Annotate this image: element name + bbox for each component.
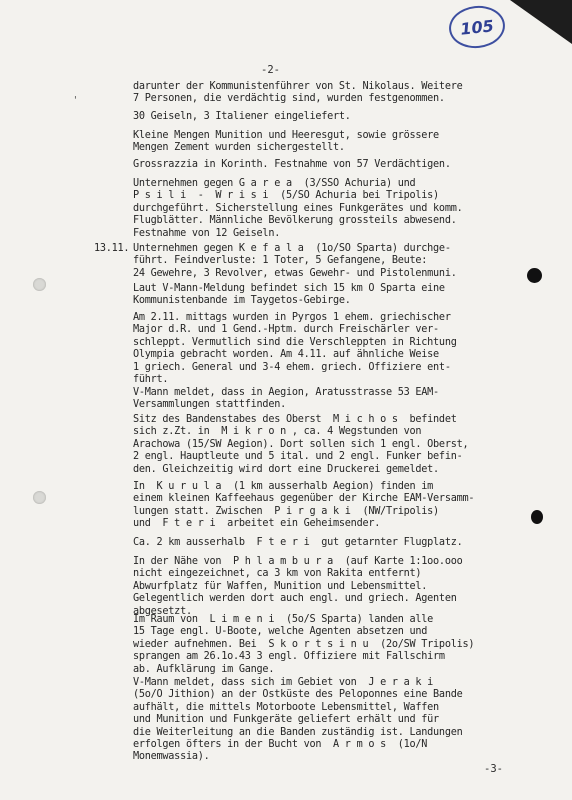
page-number-bottom: -3-	[484, 763, 503, 775]
dark-corner	[510, 0, 572, 44]
punch-hole-bottom	[33, 491, 46, 504]
paragraph: In K u r u l a (1 km ausserhalb Aegion) finden im einem kleinen Kaffeehaus gegenüber der Kirche EAM-Versamm- lungen statt. Zwischen P i r g a k i (NW/Tripolis) und F t e r i arbeitet ein Geheimsender.	[133, 481, 475, 530]
paragraph: Ca. 2 km ausserhalb F t e r i gut getarnter Flugplatz.	[133, 537, 463, 548]
paragraph: 30 Geiseln, 3 Italiener eingeliefert.	[133, 111, 351, 122]
paragraph: Unternehmen gegen K e f a l a (1o/SO Sparta) durchge- führt. Feindverluste: 1 Toter, 5 Gefangene, Beute: 24 Gewehre, 3 Revolver, etwas Gewehr- und Pistolenmuni.	[133, 243, 457, 279]
paragraph: Im Raum von L i m e n i (5o/S Sparta) landen alle 15 Tage engl. U-Boote, welche Agenten absetzen und wieder aufnehmen. Bei S k o r t s i n u (2o/SW Tripolis) sprangen am 26.1o.43 3 engl. Offiziere mit Fallschirm ab. Aufklärung im Gange.	[133, 614, 475, 675]
archive-number-stamp: 105	[447, 3, 507, 51]
page-number-top: -2-	[261, 64, 280, 76]
margin-mark: '	[74, 95, 77, 106]
paragraph: Kleine Mengen Munition und Heeresgut, sowie grössere Mengen Zement wurden sichergestellt.	[133, 130, 439, 154]
paragraph: V-Mann meldet, dass sich im Gebiet von J e r a k i (5o/O Jithion) an der Ostküste des Peloponnes eine Bande aufhält, die mittels Motorboote Lebensmittel, Waffen und Munition und Funkgeräte geliefert erhält und für die Weiterleitung an die Banden zuständig ist. Landungen erfolgen öfters in der Bucht von A r m o s (1o/N Monemwassia).	[133, 677, 463, 763]
paragraph: Unternehmen gegen G a r e a (3/SSO Achuria) und P s i l i - W r i s i (5/SO Achuria bei Tripolis) durchgeführt. Sicherstellung eines Funkgerätes und komm. Flugblätter. Männliche Bevölkerung grossteils abwesend. Festnahme von 12 Geiseln.	[133, 178, 463, 239]
margin-date: 13.11.	[94, 243, 130, 254]
paragraph: Sitz des Bandenstabes des Oberst M i c h o s befindet sich z.Zt. in M i k r o n , ca. 4 Wegstunden von Arachowa (15/SW Aegion). Dort sollen sich 1 engl. Oberst, 2 engl. Hauptleute und 5 ital. und 2 engl. Funker befin- den. Gleichzeitig wird dort eine Druckerei gemeldet.	[133, 414, 469, 475]
paragraph: darunter der Kommunistenführer von St. Nikolaus. Weitere 7 Personen, die verdächtig sind, wurden festgenommen.	[133, 81, 463, 105]
paragraph: V-Mann meldet, dass in Aegion, Aratusstrasse 53 EAM- Versammlungen stattfinden.	[133, 387, 439, 411]
punch-hole-top	[33, 278, 46, 291]
paragraph: Grossrazzia in Korinth. Festnahme von 57 Verdächtigen.	[133, 159, 451, 170]
paragraph: Laut V-Mann-Meldung befindet sich 15 km O Sparta eine Kommunistenbande im Taygetos-Gebirge.	[133, 283, 445, 307]
paragraph: In der Nähe von P h l a m b u r a (auf Karte 1:1oo.ooo nicht eingezeichnet, ca 3 km von Rakita entfernt) Abwurfplatz für Waffen, Munition und Lebensmittel. Gelegentlich werden dort auch engl. und griech. Agenten abgesetzt.	[133, 556, 463, 617]
paragraph: Am 2.11. mittags wurden in Pyrgos 1 ehem. griechischer Major d.R. und 1 Gend.-Hptm. durch Freischärler ver- schleppt. Vermutlich sind die Verschleppten in Richtung Olympia gebracht worden. Am 4.11. auf ähnliche Weise 1 griech. General und 3-4 ehem. griech. Offiziere ent- führt.	[133, 312, 457, 386]
